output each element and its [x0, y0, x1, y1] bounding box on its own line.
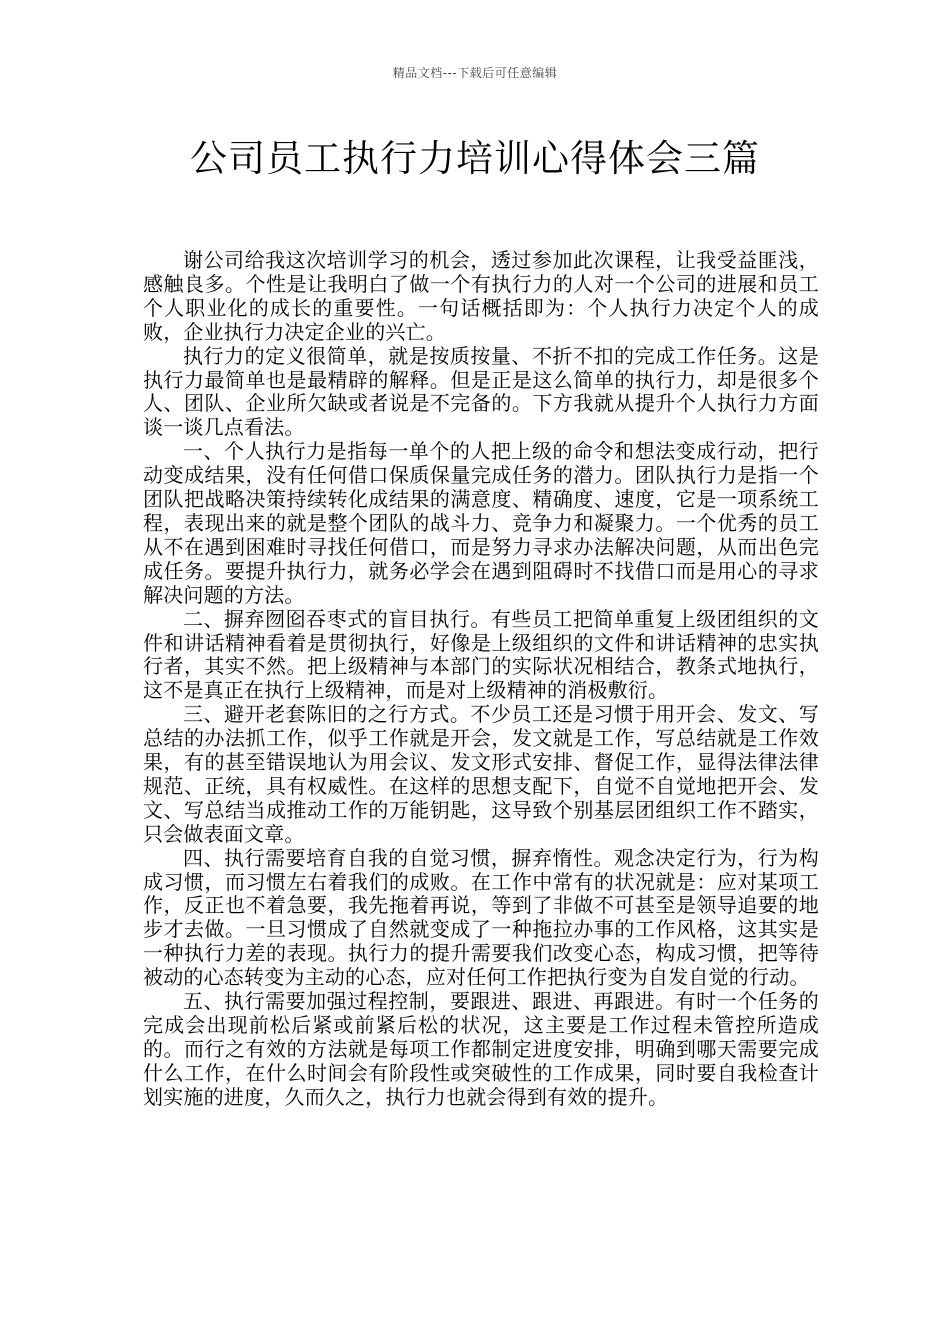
header-note: 精品文档---下载后可任意编辑 [392, 66, 558, 80]
paragraph: 五、执行需要加强过程控制，要跟进、跟进、再跟进。有时一个任务的完成会出现前松后紧或前紧后松的状况，这主要是工作过程未管控所造成的。而行之有效的方法就是每项工作都制定进度安排，明确到哪天需要完成什么工作，在什么时间会有阶段性或突破性的工作成果，同时要自我检查计划实施的进度，久而久之，执行力也就会得到有效的提升。 [143, 989, 819, 1109]
paragraph: 谢公司给我这次培训学习的机会，透过参加此次课程，让我受益匪浅，感触良多。个性是让我明白了做一个有执行力的人对一个公司的进展和员工个人职业化的成长的重要性。一句话概括即为：个人执行力决定个人的成败，企业执行力决定企业的兴亡。 [143, 248, 819, 344]
document-body [143, 249, 819, 1110]
paragraph: 执行力的定义很简单，就是按质按量、不折不扣的完成工作任务。这是执行力最简单也是最精辟的解释。但是正是这么简单的执行力，却是很多个人、团队、企业所欠缺或者说是不完备的。下方我就从提升个人执行力方面谈一谈几点看法。 [143, 343, 819, 440]
paragraph: 二、摒弃囫囵吞枣式的盲目执行。有些员工把简单重复上级团组织的文件和讲话精神看着是贯彻执行，好像是上级组织的文件和讲话精神的忠实执行者，其实不然。把上级精神与本部门的实际状况相结合，教条式地执行，这不是真正在执行上级精神，而是对上级精神的消极敷衍。 [143, 606, 819, 703]
paragraph: 三、避开老套陈旧的之行方式。不少员工还是习惯于用开会、发文、写总结的办法抓工作，似乎工作就是开会，发文就是工作，写总结就是工作效果，有的甚至错误地认为用会议、发文形式安排、督促工作，显得法律法律规范、正统，具有权威性。在这样的思想支配下，自觉不自觉地把开会、发文、写总结当成推动工作的万能钥匙，这导致个别基层团组织工作不踏实，只会做表面文章。 [143, 702, 819, 846]
paragraph: 一、个人执行力是指每一单个的人把上级的命令和想法变成行动，把行动变成结果，没有任何借口保质保量完成任务的潜力。团队执行力是指一个团队把战略决策持续转化成结果的满意度、精确度、速度，它是一项系统工程，表现出来的就是整个团队的战斗力、竞争力和凝聚力。一个优秀的员工从不在遇到困难时寻找任何借口，而是努力寻求办法解决问题，从而出色完成任务。要提升执行力，就务必学会在遇到阻碍时不找借口而是用心的寻求解决问题的方法。 [143, 439, 819, 607]
paragraph: 四、执行需要培育自我的自觉习惯，摒弃惰性。观念决定行为，行为构成习惯，而习惯左右着我们的成败。在工作中常有的状况就是：应对某项工作，反正也不着急要，我先拖着再说，等到了非做不可甚至是领导追要的地步才去做。一旦习惯成了自然就变成了一种拖拉办事的工作风格，这其实是一种执行力差的表现。执行力的提升需要我们改变心态，构成习惯，把等待被动的心态转变为主动的心态，应对任何工作把执行变为自发自觉的行动。 [143, 845, 819, 990]
document-title: 公司员工执行力培训心得体会三篇 [190, 137, 760, 180]
